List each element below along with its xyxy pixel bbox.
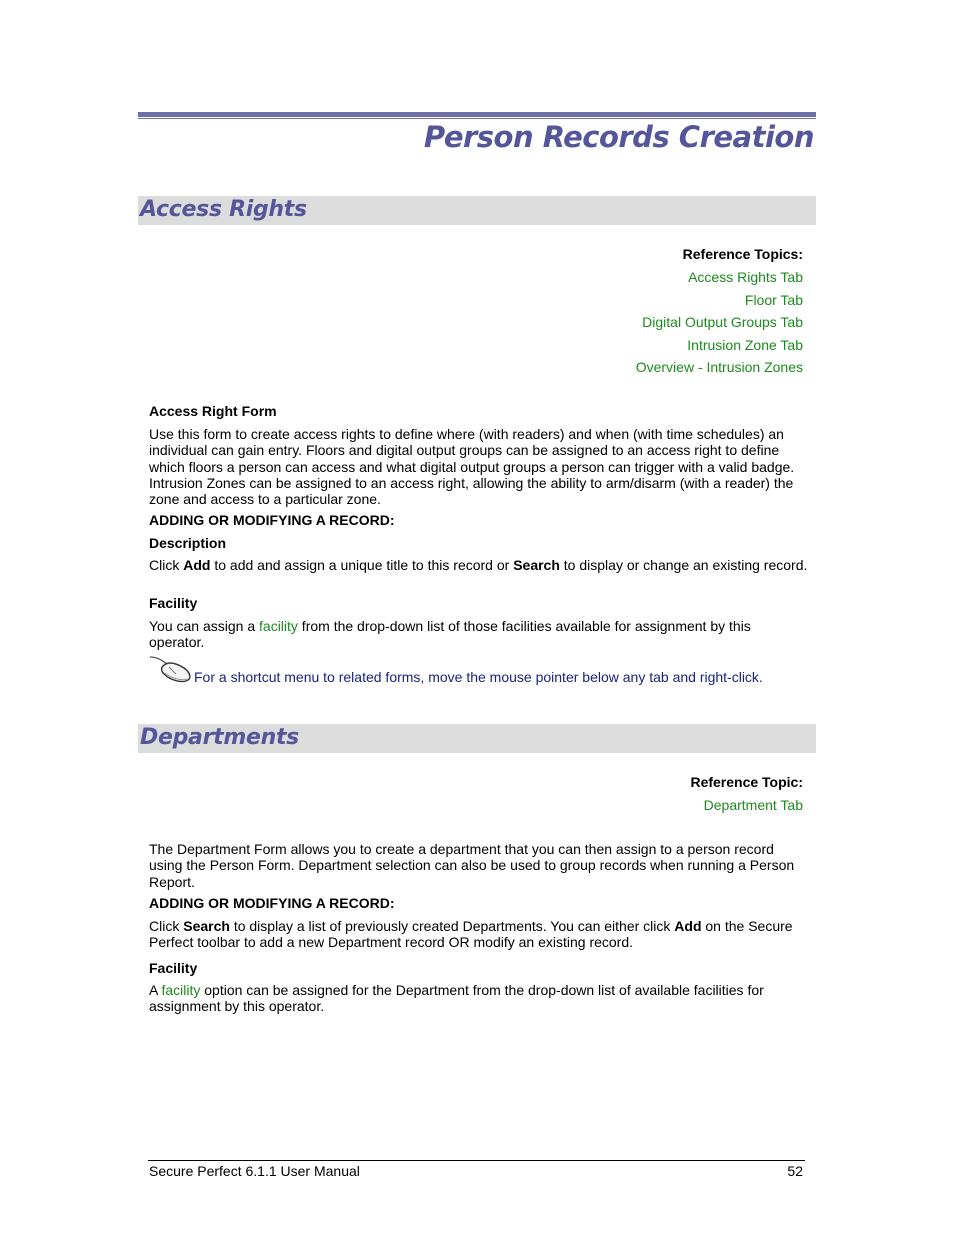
facility-heading: Facility [149,960,198,976]
header-rule-thin [138,118,816,119]
section-bar-access-rights [138,196,816,225]
adding-text [149,918,809,951]
ref-link-floor-tab[interactable]: Floor Tab [744,291,803,308]
reference-topic [690,774,803,820]
add-keyword: Add [674,918,702,934]
text-run: You can assign a [149,618,260,634]
header-rule-thick [138,112,816,117]
adding-heading: ADDING OR MODIFYING A RECORD: [149,895,395,911]
search-keyword: Search [183,918,230,934]
text-run: from the drop-down list of those facilities available for assignment by this operator. [149,618,751,651]
departments-intro: The Department Form allows you to create a department that you can then assign to a person record using the Person Form. Department selection can also be used to group records when running a Person Report. [149,841,795,890]
reference-topics [636,246,803,382]
text-run: to display or change an existing record. [559,557,808,573]
ref-link-intrusion-zone-tab[interactable]: Intrusion Zone Tab [687,336,803,353]
adding-heading: ADDING OR MODIFYING A RECORD: [149,512,395,528]
tip-text: For a shortcut menu to related forms, move the mouse pointer below any tab and right-click. [194,669,763,685]
text-run: A [149,982,162,998]
facility-heading: Facility [149,595,198,611]
text-run: Click [149,557,184,573]
text-run: to display a list of previously created Departments. You can either click [229,918,675,934]
form-heading: Access Right Form [149,403,277,419]
facility-text [149,982,809,1015]
tip-row [149,654,809,684]
ref-link-digital-output-groups-tab[interactable]: Digital Output Groups Tab [642,314,803,330]
facility-link[interactable]: facility [161,982,201,998]
ref-link-access-rights-tab[interactable]: Access Rights Tab [688,269,803,285]
mouse-icon [149,654,193,684]
text-run: Click [149,918,184,934]
facility-link[interactable]: facility [259,618,298,634]
footer-manual-title: Secure Perfect 6.1.1 User Manual [149,1163,360,1179]
section-title: Departments [140,725,299,750]
reference-heading: Reference Topics: [682,246,803,262]
description-text [149,557,809,573]
search-keyword: Search [513,557,560,573]
access-rights-intro: Use this form to create access rights to define where (with readers) and when (with time schedules) an individual can gain entry. Floors and digital output groups can be assigned to an access right to define which floors a person can access and what digital output groups a person can trigger with a valid badge. Intrusion Zones can be assigned to an access right, allowing the ability to arm/disarm (with a reader) the zone and access to a particular zone. [149,426,795,508]
section-bar-departments [138,724,816,753]
text-run: to add and assign a unique title to this record or [210,557,514,573]
footer-page-number: 52 [787,1163,803,1179]
page-title: Person Records Creation [423,120,814,154]
text-run: on the Secure Perfect toolbar to add a new Department record OR modify an existing record. [149,918,793,951]
reference-heading: Reference Topic: [690,774,803,790]
footer-rule [148,1160,805,1161]
section-title: Access Rights [140,197,307,222]
ref-link-department-tab[interactable]: Department Tab [703,797,803,813]
text-run: option can be assigned for the Department from the drop-down list of available facilities for assignment by this operator. [149,982,764,1015]
add-keyword: Add [183,557,211,573]
ref-link-overview-intrusion-zones[interactable]: Overview - Intrusion Zones [635,359,803,375]
facility-text [149,618,809,651]
description-heading: Description [149,535,227,551]
